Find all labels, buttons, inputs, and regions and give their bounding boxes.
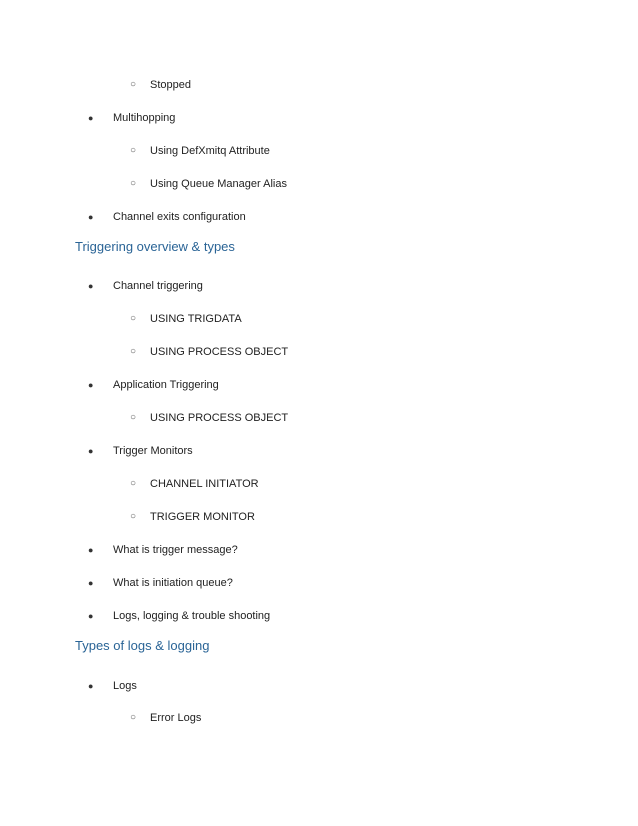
bullet-icon: ●	[88, 681, 94, 691]
list-item-text: Logs	[113, 680, 137, 692]
list-item-text: Trigger Monitors	[113, 445, 193, 457]
list-item-text: USING PROCESS OBJECT	[150, 346, 289, 358]
list-item-text: Using DefXmitq Attribute	[150, 145, 270, 157]
list-item-text: Using Queue Manager Alias	[150, 178, 287, 190]
hollow-bullet-icon: ○	[130, 79, 137, 90]
bullet-icon: ●	[88, 446, 94, 456]
section-heading: Triggering overview & types	[75, 239, 235, 254]
hollow-bullet-icon: ○	[130, 478, 137, 489]
bullet-icon: ●	[88, 281, 94, 291]
list-item-text: Stopped	[150, 79, 191, 91]
list-item-text: Error Logs	[150, 712, 202, 724]
hollow-bullet-icon: ○	[130, 712, 137, 723]
list-item-text: What is trigger message?	[113, 544, 238, 556]
list-item-text: Channel exits configuration	[113, 211, 246, 223]
list-item-text: What is initiation queue?	[113, 577, 233, 589]
list-item-text: TRIGGER MONITOR	[150, 511, 255, 523]
hollow-bullet-icon: ○	[130, 346, 137, 357]
hollow-bullet-icon: ○	[130, 412, 137, 423]
bullet-icon: ●	[88, 380, 94, 390]
hollow-bullet-icon: ○	[130, 178, 137, 189]
bullet-icon: ●	[88, 212, 94, 222]
list-item-text: USING PROCESS OBJECT	[150, 412, 289, 424]
list-item-text: Channel triggering	[113, 280, 203, 292]
bullet-icon: ●	[88, 578, 94, 588]
bullet-icon: ●	[88, 611, 94, 621]
hollow-bullet-icon: ○	[130, 313, 137, 324]
list-item-text: USING TRIGDATA	[150, 313, 242, 325]
list-item-text: Multihopping	[113, 112, 176, 124]
hollow-bullet-icon: ○	[130, 511, 137, 522]
list-item-text: CHANNEL INITIATOR	[150, 478, 259, 490]
list-item-text: Application Triggering	[113, 379, 219, 391]
bullet-icon: ●	[88, 113, 94, 123]
list-item-text: Logs, logging & trouble shooting	[113, 610, 271, 622]
bullet-icon: ●	[88, 545, 94, 555]
section-heading: Types of logs & logging	[75, 638, 210, 653]
hollow-bullet-icon: ○	[130, 145, 137, 156]
